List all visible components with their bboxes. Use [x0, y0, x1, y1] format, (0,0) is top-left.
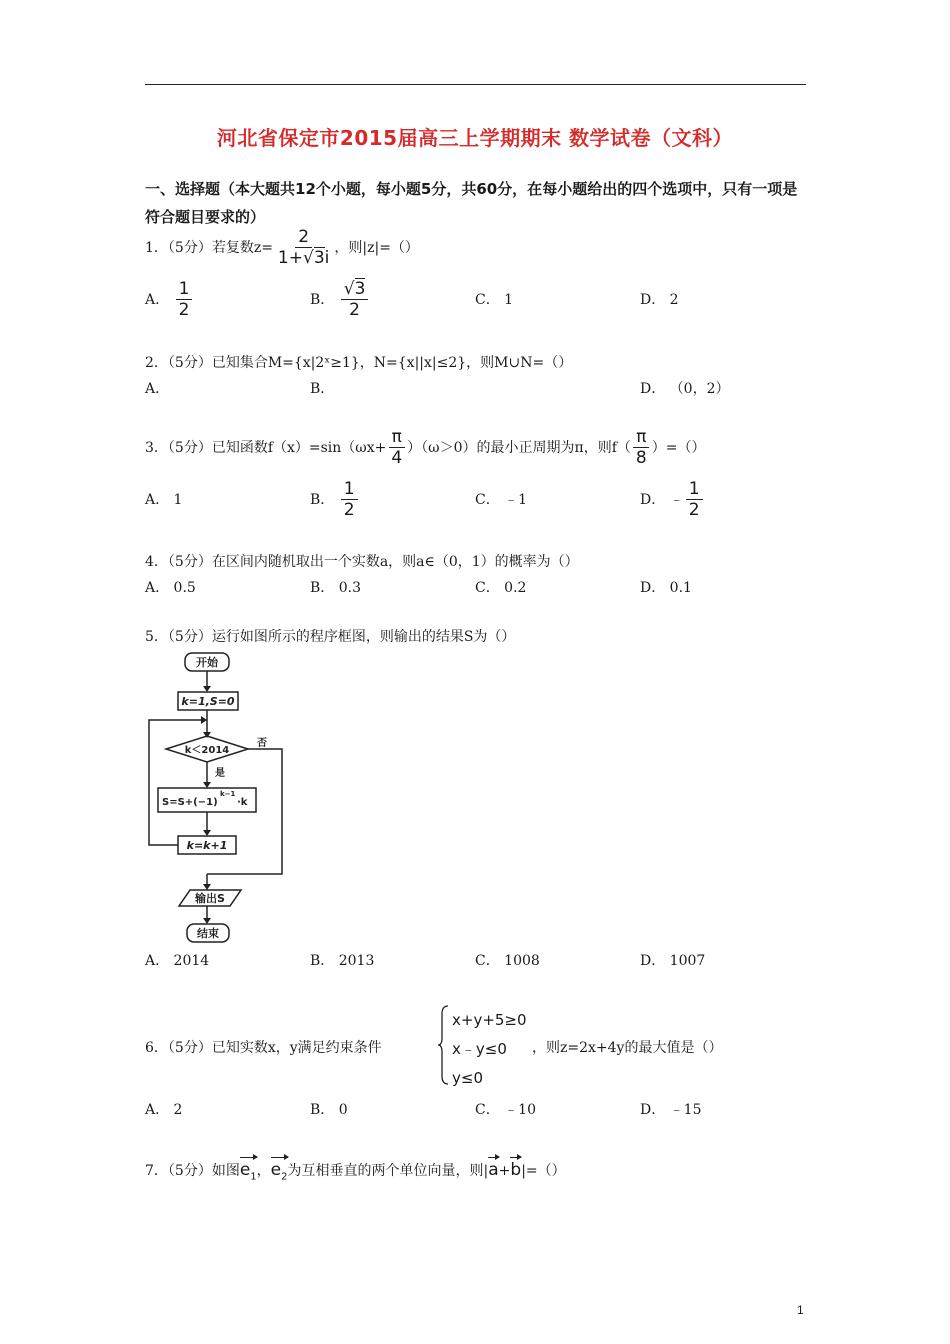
q3-option-b: [310, 480, 360, 520]
q7-plus: +: [498, 1163, 511, 1179]
q6-brace-path: [438, 1006, 448, 1084]
q1-option-a: [145, 280, 194, 320]
q2-option-b: B．: [310, 381, 335, 397]
q3-option-d-num: 1: [686, 480, 703, 500]
question-4: 4．（5分）在区间内随机取出一个实数a，则a∈（0，1）的概率为（）: [145, 554, 579, 570]
q7-e1-sub: 1: [250, 1171, 257, 1183]
q3-option-c: C． ﹣1: [475, 492, 528, 508]
q3-option-b-label: B．: [310, 492, 335, 509]
q1-option-b-label: B．: [310, 292, 335, 309]
q1-option-b-fraction: [341, 280, 369, 320]
flow-body-exponent: k−1: [220, 790, 236, 798]
question-6-part-b: ，则z=2x+4y的最大值是（）: [532, 1040, 723, 1056]
q2-option-a: A．: [145, 381, 170, 397]
header-rule: [145, 84, 806, 85]
q1-option-a-num: 1: [176, 280, 193, 300]
q3-pi-over-8: [633, 428, 650, 468]
q3-option-d-fraction: [686, 480, 703, 520]
q4-option-b: B． 0.3: [310, 580, 362, 596]
q1-option-c: C． 1: [475, 292, 514, 308]
flow-init-label: k=1,S=0: [181, 695, 235, 708]
program-flowchart: [145, 650, 295, 948]
q3-pi-num-2: π: [633, 428, 649, 448]
q1-den-root: 3: [313, 247, 325, 268]
page-title: 河北省保定市2015届高三上学期期末 数学试卷（文科）: [216, 126, 734, 150]
q7-comma: ，: [256, 1163, 271, 1179]
q1-den-a: 1+: [277, 247, 303, 268]
q3-eight-den: 8: [635, 447, 647, 468]
q4-option-d: D． 0.1: [640, 580, 692, 596]
q1-option-a-label: A．: [145, 292, 170, 309]
q6-option-d: D． ﹣15: [640, 1102, 702, 1118]
q1-numerator: 2: [295, 228, 312, 248]
q7-part-c: |=（）: [521, 1163, 566, 1179]
q7-vector-e2: [271, 1160, 288, 1182]
q6-constraint-2: x﹣y≤0: [452, 1040, 507, 1058]
q1-denominator: 1+√3i: [277, 247, 330, 268]
flow-arrowhead-6: [203, 918, 211, 924]
q3-option-a: A． 1: [145, 492, 183, 508]
q7-vector-b: b: [510, 1160, 522, 1180]
q7-part-b: 为互相垂直的两个单位向量，则|: [287, 1163, 489, 1179]
flow-arrowhead-5: [203, 884, 211, 890]
q4-option-a: A． 0.5: [145, 580, 196, 596]
question-5: 5．（5分）运行如图所示的程序框图，则输出的结果S为（）: [145, 629, 516, 645]
flow-loop-arrowhead: [201, 716, 207, 724]
q3-option-d-den: 2: [688, 499, 700, 520]
q1-suffix: ，则|z|=（）: [334, 240, 419, 257]
q1-option-b-den: 2: [349, 299, 360, 320]
q1-den-b: i: [324, 247, 330, 268]
q2-option-d: D． （0，2）: [640, 381, 730, 397]
q6-constraint-3: y≤0: [452, 1069, 483, 1087]
q3-pi-num: π: [389, 428, 405, 448]
q1-option-b-num: √3: [341, 280, 369, 300]
q1-option-b-root: 3: [354, 279, 366, 299]
q3-part-c: ）=（）: [651, 440, 706, 457]
question-6-part-a: 6．（5分）已知实数x，y满足约束条件: [145, 1040, 382, 1056]
q6-constraint-1: x+y+5≥0: [452, 1011, 527, 1029]
q1-option-a-fraction: [176, 280, 193, 320]
q5-option-d: D． 1007: [640, 953, 706, 969]
q5-option-b: B． 2013: [310, 953, 375, 969]
q3-four-den: 4: [391, 447, 403, 468]
flow-arrowhead-3: [203, 782, 211, 788]
flow-start-label: 开始: [196, 656, 218, 669]
flow-no-label: 否: [257, 738, 267, 749]
flow-arrowhead-4: [203, 830, 211, 836]
q3-part-b: ）（ω＞0）的最小正周期为π，则f（: [407, 440, 631, 457]
q3-part-a: 3．（5分）已知函数f（x）=sin（ωx+: [145, 440, 387, 457]
q7-part-a: 7．（5分）如图: [145, 1163, 240, 1179]
flow-increment-label: k=k+1: [186, 839, 228, 852]
q3-pi-over-4: [388, 428, 405, 468]
flow-yes-label: 是: [215, 768, 225, 779]
q4-option-c: C． 0.2: [475, 580, 527, 596]
flow-condition-label: k＜2014: [184, 745, 230, 756]
flow-body-tail: ·k: [237, 797, 248, 808]
q7-vector-e1: [240, 1160, 257, 1182]
q3-option-b-den: 2: [343, 499, 355, 520]
flow-output-label: 输出S: [195, 892, 225, 905]
question-2: 2．（5分）已知集合M={x|2ˣ≥1}，N={x||x|≤2}，则M∪N=（）: [145, 355, 573, 371]
q1-option-d: D． 2: [640, 292, 679, 308]
q6-option-c: C． ﹣10: [475, 1102, 536, 1118]
q6-option-a: A． 2: [145, 1102, 183, 1118]
q3-option-d: [640, 480, 705, 520]
q7-e1-letter: e: [239, 1160, 251, 1180]
question-1: [145, 228, 419, 268]
q3-option-d-label: D． ﹣: [640, 492, 684, 509]
q1-option-a-den: 2: [178, 299, 190, 320]
q7-vector-a: a: [488, 1160, 499, 1180]
flow-body-main: S=S+(−1): [162, 797, 218, 808]
question-3: [145, 428, 705, 468]
q6-option-b: B． 0: [310, 1102, 348, 1118]
page-number: 1: [797, 1303, 804, 1317]
section-header: 一、选择题（本大题共12个小题，每小题5分，共60分，在每小题给出的四个选项中，只有一项是符合题目要求的）: [145, 180, 798, 226]
q6-constraints: [452, 1006, 527, 1093]
flow-end-label: 结束: [197, 927, 219, 940]
q6-brace: [438, 1004, 450, 1086]
q1-prefix: 1．（5分）若复数z=: [145, 240, 273, 257]
q3-option-b-num: 1: [341, 480, 358, 500]
q5-option-a: A． 2014: [145, 953, 210, 969]
q3-option-b-fraction: [341, 480, 358, 520]
flow-arrowhead-1: [203, 686, 211, 692]
question-7: [145, 1160, 566, 1182]
q1-option-b: [310, 280, 370, 320]
q1-fraction: [275, 228, 332, 268]
q7-e2-letter: e: [270, 1160, 282, 1180]
q7-e2-sub: 2: [281, 1171, 288, 1183]
q5-option-c: C． 1008: [475, 953, 540, 969]
